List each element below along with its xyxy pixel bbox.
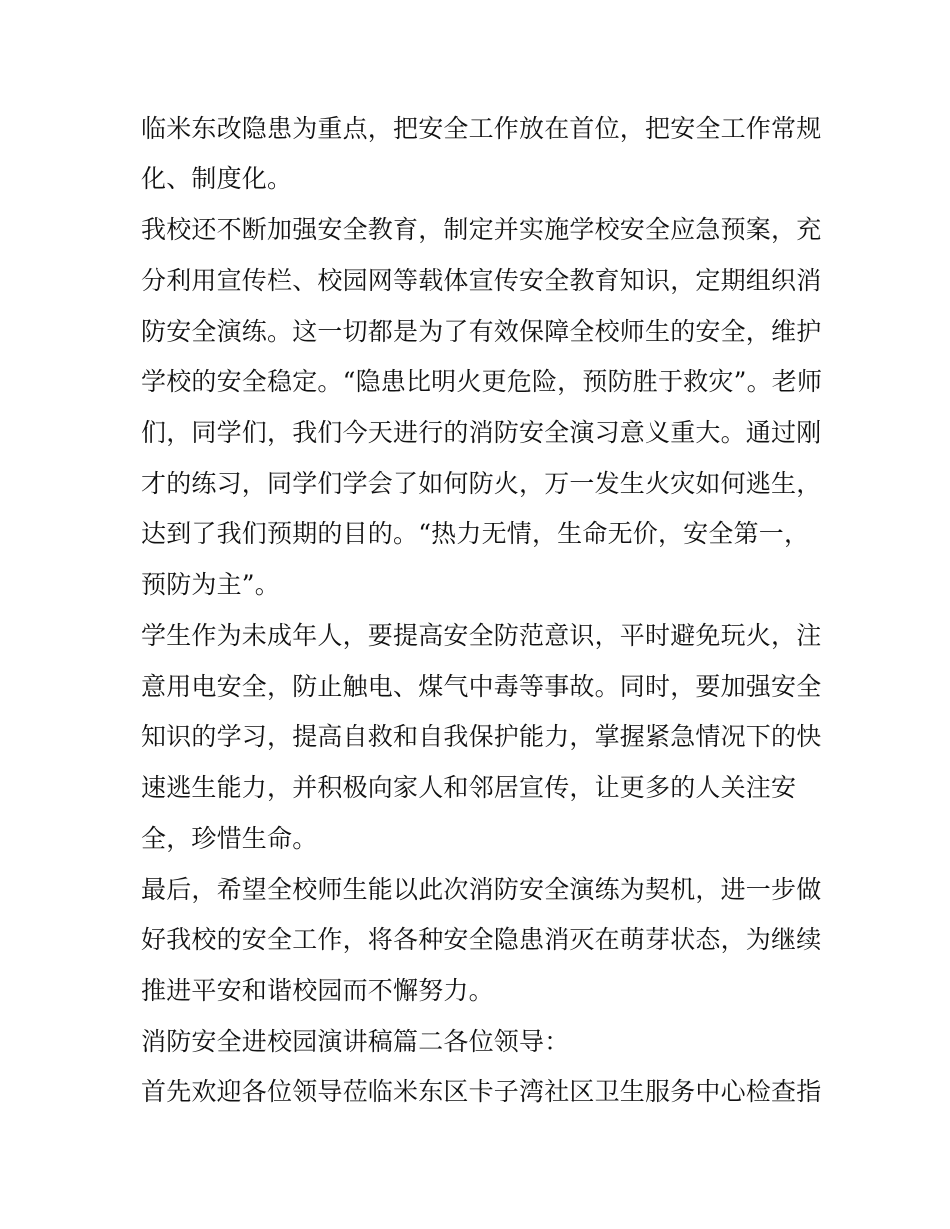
text-line: 分利用宣传栏、校园网等载体宣传安全教育知识，定期组织消	[141, 266, 822, 295]
text-line: 达到了我们预期的目的。“热力无情，生命无价，安全第一，	[141, 519, 810, 548]
text-line: 临米东改隐患为重点，把安全工作放在首位，把安全工作常规	[141, 114, 822, 143]
text-line: 防安全演练。这一切都是为了有效保障全校师生的安全，维护	[141, 317, 822, 346]
text-line: 推进平安和谐校园而不懈努力。	[141, 976, 494, 1005]
text-line: 首先欢迎各位领导莅临米东区卡子湾社区卫生服务中心检查指	[141, 1077, 822, 1106]
text-line: 好我校的安全工作，将各种安全隐患消灭在萌芽状态，为继续	[141, 925, 822, 954]
text-line: 消防安全进校园演讲稿篇二各位领导：	[141, 1027, 570, 1056]
text-line: 全，珍惜生命。	[141, 824, 318, 853]
text-line: 知识的学习，提高自救和自我保护能力，掌握紧急情况下的快	[141, 722, 822, 751]
text-line: 学校的安全稳定。“隐患比明火更危险，预防胜于救灾”。老师	[141, 367, 823, 396]
text-line: 速逃生能力，并积极向家人和邻居宣传，让更多的人关注安	[141, 773, 797, 802]
text-line: 才的练习，同学们学会了如何防火，万一发生火灾如何逃生，	[141, 469, 822, 498]
text-line: 们，同学们，我们今天进行的消防安全演习意义重大。通过刚	[141, 418, 822, 447]
text-line: 预防为主”。	[141, 570, 280, 599]
text-line: 最后，希望全校师生能以此次消防安全演练为契机，进一步做	[141, 875, 822, 904]
text-line: 意用电安全，防止触电、煤气中毒等事故。同时，要加强安全	[141, 672, 822, 701]
text-line: 学生作为未成年人，要提高安全防范意识，平时避免玩火，注	[141, 621, 822, 650]
text-line: 我校还不断加强安全教育，制定并实施学校安全应急预案，充	[141, 215, 822, 244]
text-line: 化、制度化。	[141, 164, 293, 193]
